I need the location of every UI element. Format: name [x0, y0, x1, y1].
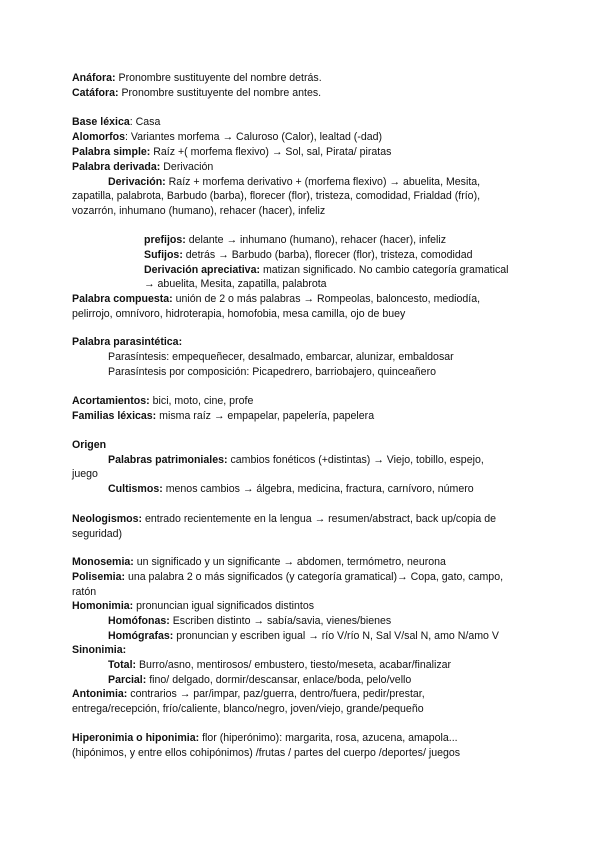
line-polisemia: Polisemia: una palabra 2 o más significados (y categoría gramatical)→ Copa, gato, campo, — [72, 571, 504, 583]
line-sinonimia-parcial: Parcial: fino/ delgado, dormir/descansar, enlace/boda, pelo/vello — [108, 674, 412, 686]
line-monosemia: Monosemia: un significado y un significante → abdomen, termómetro, neurona — [72, 556, 446, 568]
line-neologismos: Neologismos: entrado recientemente en la lengua → resumen/abstract, back up/copia de — [72, 513, 496, 525]
line-hiperonimia-cont: (hipónimos, y entre ellos cohipónimos) /frutas / partes del cuerpo /deportes/ juegos — [72, 747, 461, 759]
line-palabras-patrimoniales-cont: juego — [72, 468, 98, 480]
line-palabra-compuesta: Palabra compuesta: unión de 2 o más palabras → Rompeolas, baloncesto, mediodía, — [72, 293, 481, 305]
line-palabra-compuesta-cont: pelirrojo, omnívoro, hidroterapia, homofobia, mesa camilla, ojo de buey — [72, 308, 406, 320]
line-derivacion-cont-1: zapatilla, palabrota, Barbudo (barba), florecer (flor), tristeza, comodidad, Frialdad (frío), — [72, 190, 481, 202]
line-polisemia-cont: ratón — [72, 586, 97, 598]
line-anafora: Anáfora: Pronombre sustituyente del nombre detrás. — [72, 72, 322, 84]
line-catafora: Catáfora: Pronombre sustituyente del nombre antes. — [72, 87, 322, 99]
line-palabras-patrimoniales: Palabras patrimoniales: cambios fonéticos (+distintas) → Viejo, tobillo, espejo, — [108, 454, 484, 466]
line-palabra-parasintetica: Palabra parasintética: — [72, 336, 183, 348]
line-alomorfos: Alomorfos: Variantes morfema → Caluroso (Calor), lealtad (-dad) — [72, 131, 383, 143]
line-homografas: Homógrafas: pronuncian y escriben igual → río V/río N, Sal V/sal N, amo N/amo V — [108, 630, 499, 642]
line-antonimia-cont: entrega/recepción, frío/caliente, blanco/negro, joven/viejo, grande/pequeño — [72, 703, 424, 715]
line-cultismos: Cultismos: menos cambios → álgebra, medicina, fractura, carnívoro, número — [108, 483, 474, 495]
line-sinonimia: Sinonimia: — [72, 644, 127, 656]
line-homofonas: Homófonas: Escriben distinto → sabía/savia, vienes/bienes — [108, 615, 392, 627]
line-hiperonimia: Hiperonimia o hiponimia: flor (hiperónimo): margarita, rosa, azucena, amapola... — [72, 732, 458, 744]
line-acortamientos: Acortamientos: bici, moto, cine, profe — [72, 395, 254, 407]
line-derivacion-cont-2: vozarrón, inhumano (humano), rehacer (hacer), infeliz — [72, 205, 326, 217]
line-origen: Origen — [72, 439, 107, 451]
line-neologismos-cont: seguridad) — [72, 528, 123, 540]
line-palabra-derivada: Palabra derivada: Derivación — [72, 161, 214, 173]
line-sinonimia-total: Total: Burro/asno, mentirosos/ embustero, tiesto/meseta, acabar/finalizar — [108, 659, 452, 671]
line-antonimia: Antonimia: contrarios → par/impar, paz/guerra, dentro/fuera, pedir/prestar, — [72, 688, 425, 700]
line-palabra-simple: Palabra simple: Raíz +( morfema flexivo) → Sol, sal, Pirata/ piratas — [72, 146, 392, 158]
line-prefijos: prefijos: delante → inhumano (humano), rehacer (hacer), infeliz — [144, 234, 447, 246]
line-derivacion-apreciativa-cont: → abuelita, Mesita, zapatilla, palabrota — [144, 278, 327, 290]
line-base-lexica: Base léxica: Casa — [72, 116, 161, 128]
line-derivacion-apreciativa: Derivación apreciativa: matizan significado. No cambio categoría gramatical — [144, 264, 509, 276]
line-familias-lexicas: Familias léxicas: misma raíz → empapelar, papelería, papelera — [72, 410, 375, 422]
line-sufijos: Sufijos: detrás → Barbudo (barba), florecer (flor), tristeza, comodidad — [144, 249, 473, 261]
line-parasintesis: Parasíntesis: empequeñecer, desalmado, embarcar, alunizar, embaldosar — [108, 351, 454, 363]
line-derivacion: Derivación: Raíz + morfema derivativo + (morfema flexivo) → abuelita, Mesita, — [108, 176, 481, 188]
line-parasintesis-composicion: Parasíntesis por composición: Picapedrero, barriobajero, quinceañero — [108, 366, 436, 378]
line-homonimia: Homonimia: pronuncian igual significados distintos — [72, 600, 315, 612]
